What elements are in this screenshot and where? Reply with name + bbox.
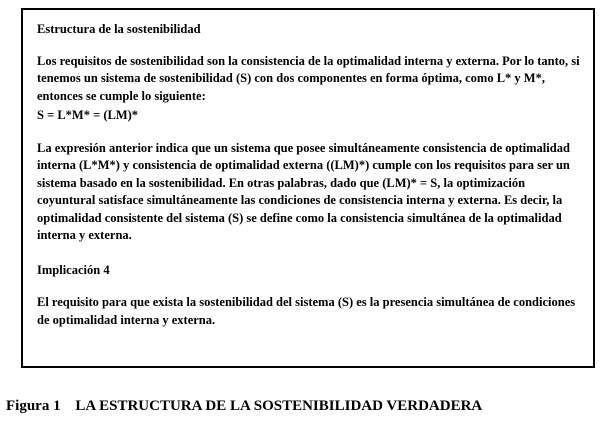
figure-title: LA ESTRUCTURA DE LA SOSTENIBILIDAD VERDADERA (75, 398, 483, 414)
paragraph-implication: El requisito para que exista la sostenibilidad del sistema (S) es la presencia simultánea de condiciones de optimalidad interna y externa. (37, 295, 576, 327)
paragraph-explanation: La expresión anterior indica que un sistema que posee simultáneamente consistencia de optimalidad interna (L*M*) y consistencia de optimalidad externa ((LM)*) cumple con los requisitos para ser un sistema basado en la sostenibilidad. En otras palabras, dado que (LM)* = S, la optimización coyuntural satisface simultáneamente las condiciones de consistencia interna y externa. Es decir, la optimalidad consistente del sistema (S) se define como la consistencia simultánea de la optimalidad interna y externa. (37, 140, 570, 242)
figure-caption (6, 397, 482, 415)
equation: S = L*M* = (LM)* (37, 108, 139, 122)
box-heading: Estructura de la sostenibilidad (37, 22, 201, 36)
figure-label: Figura 1 (6, 398, 61, 414)
implication-heading: Implicación 4 (37, 262, 110, 277)
text-box-content (37, 21, 583, 329)
paragraph-requirements: Los requisitos de sostenibilidad son la consistencia de la optimalidad interna y externa. Por lo tanto, si tenemos un sistema de sostenibilidad (S) con dos componentes en forma óptima, como L* y M*, entonces se cumple lo siguiente: (37, 53, 580, 103)
text-box-frame (21, 8, 595, 368)
